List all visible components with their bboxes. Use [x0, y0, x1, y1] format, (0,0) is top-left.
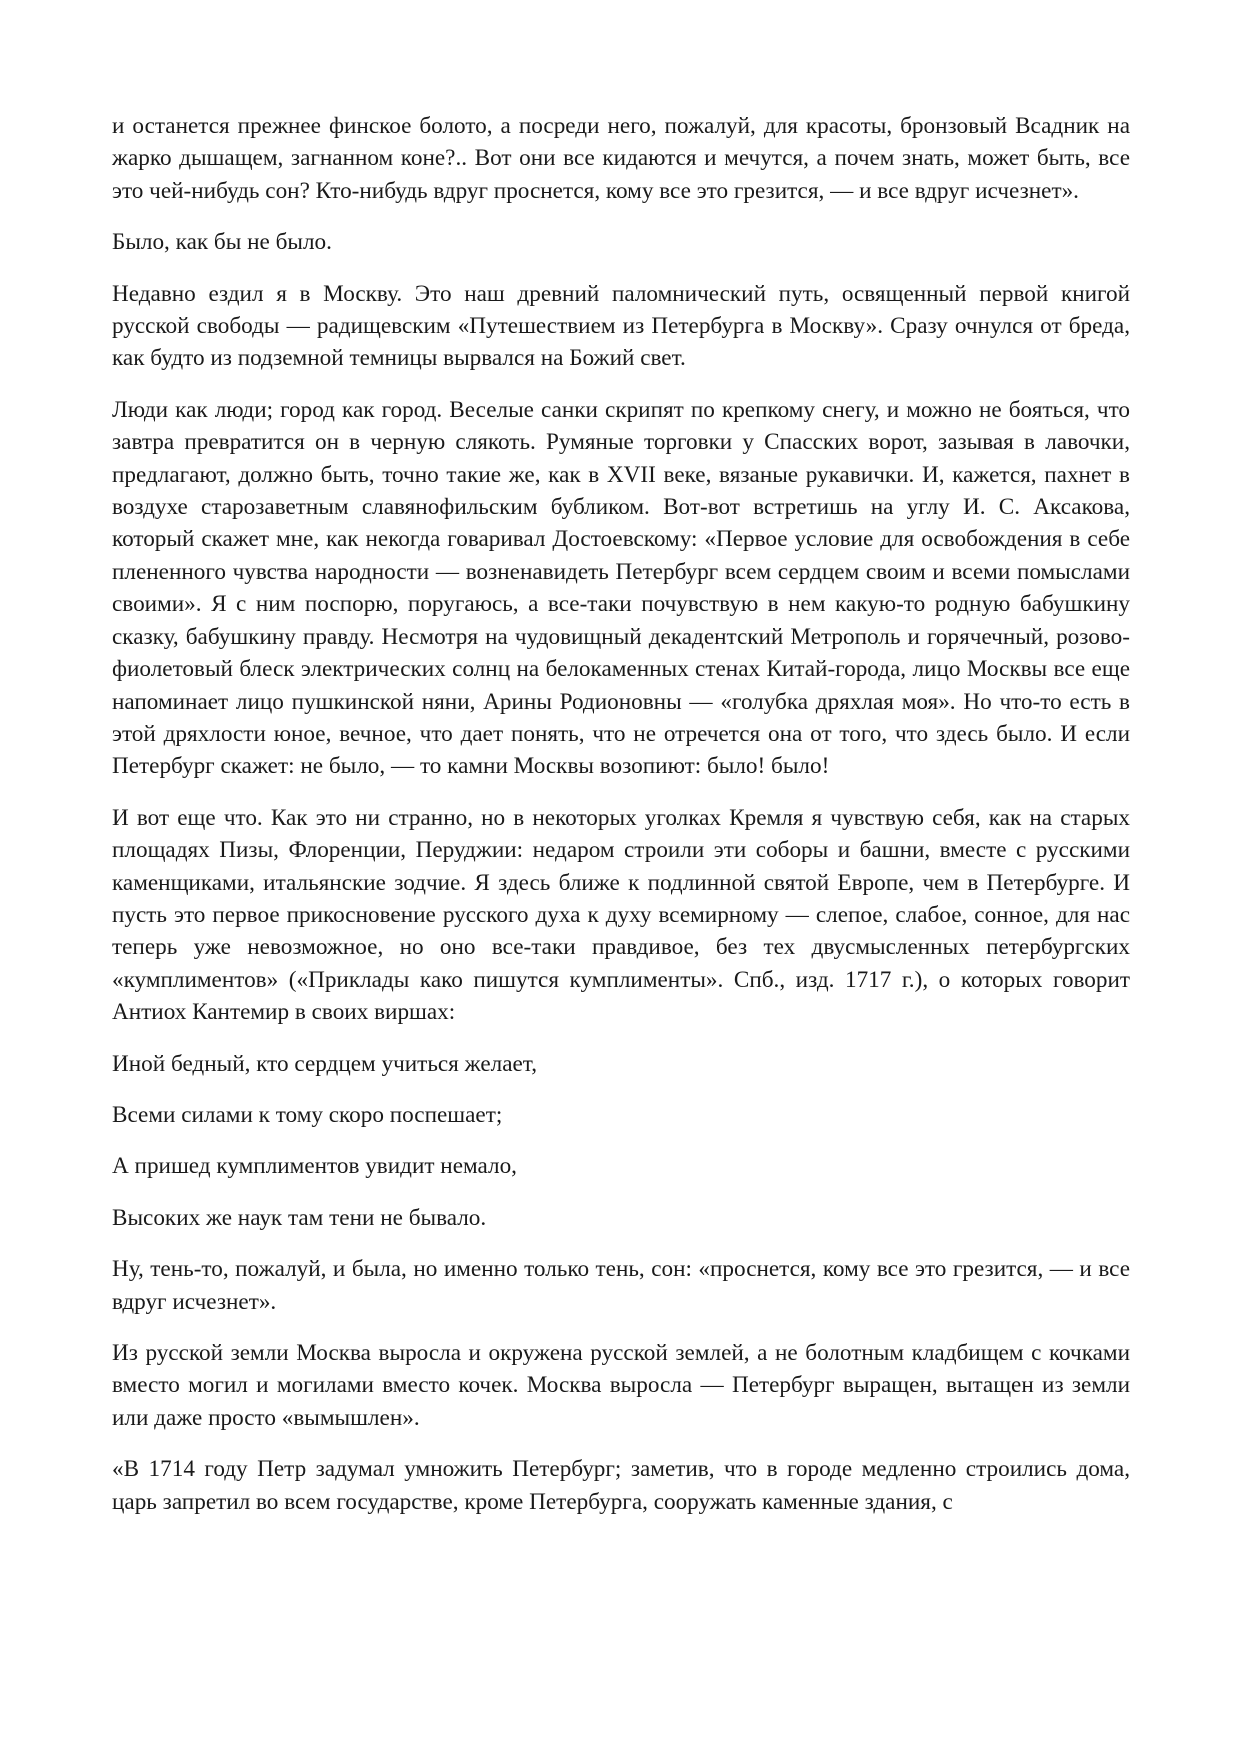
paragraph-3: Недавно ездил я в Москву. Это наш древний паломнический путь, освященный первой книгой русской свободы — радищевским «Путешествием из Петербурга в Москву». Сразу очнулся от бреда, как будто из подземной темницы вырвался на Божий свет. [112, 280, 1130, 372]
paragraph-2: Было, как бы не было. [112, 229, 332, 256]
paragraph-7: Из русской земли Москва выросла и окружена русской землей, а не болотным кладбищем с кочками вместо могил и могилами вместо кочек. Москва выросла — Петербург выращен, вытащен из земли или даже просто «вымышлен». [112, 1340, 1130, 1431]
verse-line-2: Всеми силами к тому скоро поспешает; [112, 1101, 503, 1128]
verse-line-1: Иной бедный, кто сердцем учиться желает, [112, 1050, 537, 1077]
paragraph-5: И вот еще что. Как это ни странно, но в некоторых уголках Кремля я чувствую себя, как на старых площадях Пизы, Флоренции, Перуджии: недаром строили эти соборы и башни, вместе с русскими каменщиками, итальянские зодчие. Я здесь ближе к подлинной святой Европе, чем в Петербурге. И пусть это первое прикосновение русского духа к духу всемирному — слепое, слабое, сонное, для нас теперь уже невозможное, но оно все-таки правдивое, без тех двусмысленных петербургских «кумплиментов» («Приклады како пишутся кумплименты». Спб., изд. 1717 г.), о которых говорит Антиох Кантемир в своих виршах: [112, 804, 1130, 1026]
paragraph-1: и останется прежнее финское болото, а посреди него, пожалуй, для красоты, бронзовый Всадник на жарко дышащем, загнанном коне?.. Вот они все кидаются и мечутся, а почем знать, может быть, все это чей-нибудь сон? Кто-нибудь вдруг проснется, кому все это грезится, — и все вдруг исчезнет». [112, 113, 1130, 204]
paragraph-8: «В 1714 году Петр задумал умножить Петербург; заметив, что в городе медленно строились дома, царь запретил во всем государстве, кроме Петербурга, сооружать каменные здания, с [112, 1456, 1130, 1515]
verse-line-3: А пришед кумплиментов увидит немало, [112, 1153, 517, 1180]
document-body [112, 110, 1130, 1537]
paragraph-4: Люди как люди; город как город. Веселые санки скрипят по крепкому снегу, и можно не бояться, что завтра превратится он в черную слякоть. Румяные торговки у Спасских ворот, зазывая в лавочки, предлагают, должно быть, точно такие же, как в XVII веке, вязаные рукавички. И, кажется, пахнет в воздухе старозаветным славянофильским бубликом. Вот-вот встретишь на углу И. С. Аксакова, который скажет мне, как некогда говаривал Достоевскому: «Первое условие для освобождения в себе плененного чувства народности — возненавидеть Петербург всем сердцем своим и всеми помыслами своими». Я с ним поспорю, поругаюсь, а все-таки почувствую в нем какую-то родную бабушкину сказку, бабушкину правду. Несмотря на чудовищный декадентский Метрополь и горячечный, розово-фиолетовый блеск электрических солнц на белокаменных стенах Китай-города, лицо Москвы все еще напоминает лицо пушкинской няни, Арины Родионовны — «голубка дряхлая моя». Но что-то есть в этой дряхлости юное, вечное, что дает понять, что не отречется она от того, что здесь было. И если Петербург скажет: не было, — то камни Москвы возопиют: было! было! [112, 396, 1130, 780]
paragraph-6: Ну, тень-то, пожалуй, и была, но именно только тень, сон: «проснется, кому все это грезится, — и все вдруг исчезнет». [112, 1256, 1130, 1315]
verse-line-4: Высоких же наук там тени не бывало. [112, 1204, 487, 1231]
